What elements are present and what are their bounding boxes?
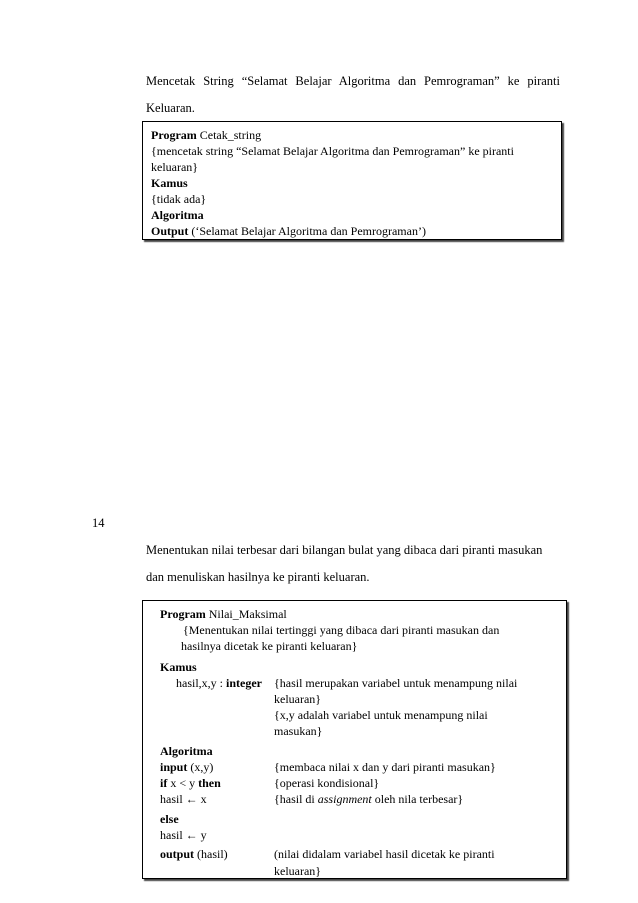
kamus-keyword: Kamus	[160, 660, 197, 674]
var-comment1-line1: {hasil merupakan variabel untuk menampung nilai	[274, 676, 518, 690]
output-keyword: Output	[151, 224, 189, 238]
program-keyword: Program	[160, 607, 206, 621]
section1-description	[146, 68, 560, 122]
input-keyword: input	[160, 760, 188, 774]
output-argument: (‘Selamat Belajar Algoritma dan Pemrograman’)	[188, 224, 426, 238]
algoritma-keyword: Algoritma	[151, 208, 204, 222]
output-arguments: (hasil)	[194, 847, 228, 861]
algoritma-keyword: Algoritma	[160, 744, 213, 758]
program-comment-line1: {Menentukan nilai tertinggi yang dibaca dari piranti masukan dan	[183, 623, 500, 637]
output-statement	[151, 223, 426, 240]
section2-description-line2: dan menuliskan hasilnya ke piranti keluaran.	[146, 570, 370, 584]
else-keyword: else	[160, 812, 179, 826]
program-comment-line1: {mencetak string “Selamat Belajar Algoritma dan Pemrograman” ke piranti	[151, 144, 514, 158]
page-number: 14	[92, 516, 105, 530]
variable-type: integer	[226, 676, 262, 690]
program-name: Cetak_string	[196, 128, 262, 142]
if-statement	[160, 775, 221, 792]
section1-description-line2: Keluaran.	[146, 101, 195, 115]
assign1-statement: hasil ← x	[160, 792, 207, 806]
input-statement	[160, 759, 213, 776]
program-header	[151, 127, 261, 144]
kamus-value: {tidak ada}	[151, 192, 207, 206]
output-keyword: output	[160, 847, 195, 861]
assign1-comment	[274, 791, 463, 808]
program-box-cetak-string	[142, 121, 562, 240]
output-comment-line1: (nilai didalam variabel hasil dicetak ke piranti	[274, 847, 495, 861]
if-comment: {operasi kondisional}	[274, 776, 380, 790]
if-keyword: if	[160, 776, 168, 790]
assign1-comment-post: oleh nila terbesar}	[371, 792, 464, 806]
if-condition: x < y	[167, 776, 199, 790]
var-comment1-line2: keluaran}	[274, 692, 322, 706]
var-comment2-line2: masukan}	[274, 724, 323, 738]
program-name: Nilai_Maksimal	[205, 607, 287, 621]
kamus-keyword: Kamus	[151, 176, 188, 190]
program-box-nilai-maksimal	[142, 600, 567, 879]
assign2-statement: hasil ← y	[160, 828, 207, 842]
program-comment-line2: hasilnya dicetak ke piranti keluaran}	[181, 639, 358, 653]
variable-names: hasil,x,y :	[176, 676, 226, 690]
then-keyword: then	[198, 776, 221, 790]
var-comment2-line1: {x,y adalah variabel untuk menampung nilai	[274, 708, 488, 722]
output-comment-line2: keluaran}	[274, 864, 322, 878]
output-statement	[160, 846, 228, 863]
program-header	[160, 606, 287, 623]
program-keyword: Program	[151, 128, 197, 142]
variable-declaration	[176, 675, 262, 692]
section2-description-line1: Menentukan nilai terbesar dari bilangan bulat yang dibaca dari piranti masukan	[146, 543, 543, 557]
section1-description-line1: Mencetak String “Selamat Belajar Algoritma dan Pemrograman” ke piranti	[146, 74, 560, 88]
input-arguments: (x,y)	[187, 760, 214, 774]
section2-description	[146, 537, 542, 591]
input-comment: {membaca nilai x dan y dari piranti masukan}	[274, 760, 496, 774]
assign1-comment-pre: {hasil di	[274, 792, 318, 806]
program-comment-line2: keluaran}	[151, 160, 199, 174]
assign1-comment-italic: assignment	[317, 792, 372, 806]
